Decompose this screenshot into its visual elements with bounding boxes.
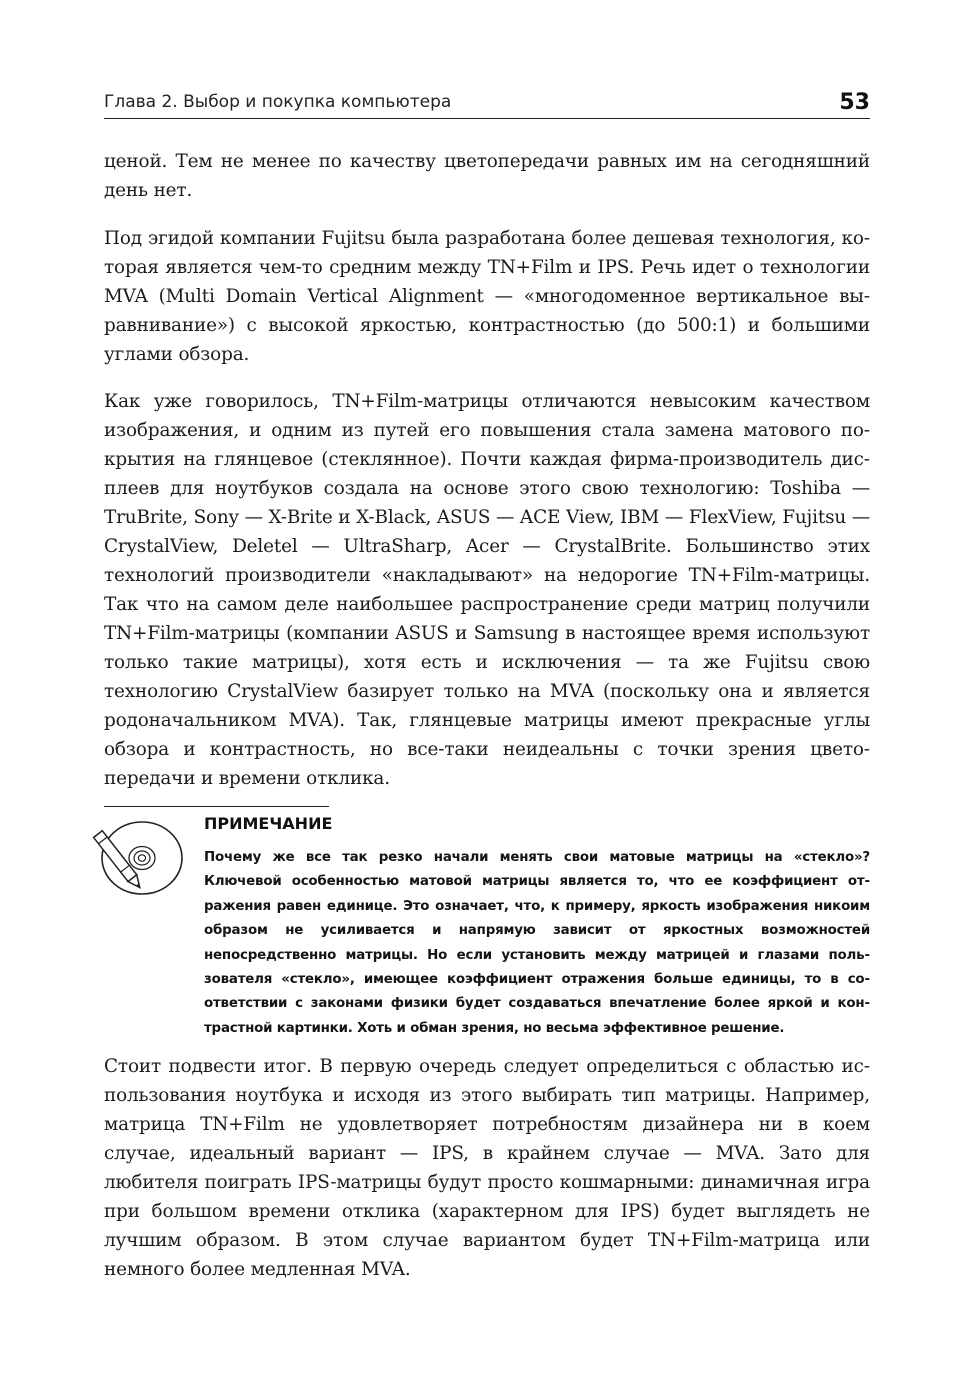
paragraph-1: ценой. Тем не менее по качеству цветопередачи равных им на сегодняшний день нет. [104, 151, 870, 201]
chapter-title: Глава 2. Выбор и покупка компьютера [104, 92, 452, 112]
note-text: Почему же все так резко начали менять свои матовые матрицы на «стекло»? Ключевой особенностью матовой матрицы является то, что ее коэффициент отражения равен единице. Это означает, что, к примеру, яркость изображения никоим образом не усиливается и напрямую зависит от яркостных возможностей непосредственно матрицы. Но если установить между матрицей и глазами пользователя «стекло», имеющее коэффициент отражения больше единицы, то в соответствии с законами физики будет создаваться впечатление более яркой и контрастной картинки. Хоть и обман зрения, но весьма эффективное решение. [204, 850, 870, 1036]
page-number: 53 [839, 90, 870, 115]
note-title: ПРИМЕЧАНИЕ [204, 814, 333, 833]
closing-paragraph: Стоит подвести итог. В первую очередь следует определиться с областью использования ноутбука и исходя из этого выбирать тип матрицы. Например, матрица TN+Film не удовлетворяет потребностям дизайнера ни в коем случае, идеальный вариант — IPS, в крайнем случае — MVA. Зато для любителя поиграть IPS-матрицы будут просто кошмарными: динамичная игра при большом времени отклика (характерном для IPS) будет выглядеть не лучшим образом. В этом случае вариантом будет TN+Film-матрица или немного более медленная MVA. [104, 1056, 870, 1280]
cd-disc-with-pencil-icon [82, 818, 192, 898]
paragraph-3: Как уже говорилось, TN+Film-матрицы отличаются невысоким качеством изображения, и одним из путей его повышения стала замена матового покрытия на глянцевое (стеклянное). Почти каждая фирма-производитель дисплеев для ноутбуков создала на основе этого свою технологию: Toshiba — TruBrite, Sony — X-Brite и X-Black, ASUS — ACE View, IBM — FlexView, Fujitsu — CrystalView, Deletel — UltraSharp, Acer — CrystalBrite. Большинство этих технологий производители «накладывают» на недорогие TN+Film-матрицы. Так что на самом деле наибольшее распространение среди матриц получили TN+Film-матрицы (компании ASUS и Samsung в настоящее время используют только такие матрицы), хотя есть и исключения — та же Fujitsu свою технологию CrystalView базирует только на MVA (поскольку она и является родоначальником MVA). Так, глянцевые матрицы имеют прекрасные углы обзора и контрастность, но все-таки неидеальны с точки зрения цветопередачи и времени отклика. [104, 391, 870, 789]
running-header [104, 88, 870, 119]
paragraph-2: Под эгидой компании Fujitsu была разработана более дешевая технология, которая является чем-то средним между TN+Film и IPS. Речь идет о технологии MVA (Multi Domain Vertical Alignment — «многодоменное вертикальное выравнивание») с высокой яркостью, контрастностью (до 500:1) и большими углами обзора. [104, 228, 870, 365]
note-separator-rule [104, 806, 329, 807]
